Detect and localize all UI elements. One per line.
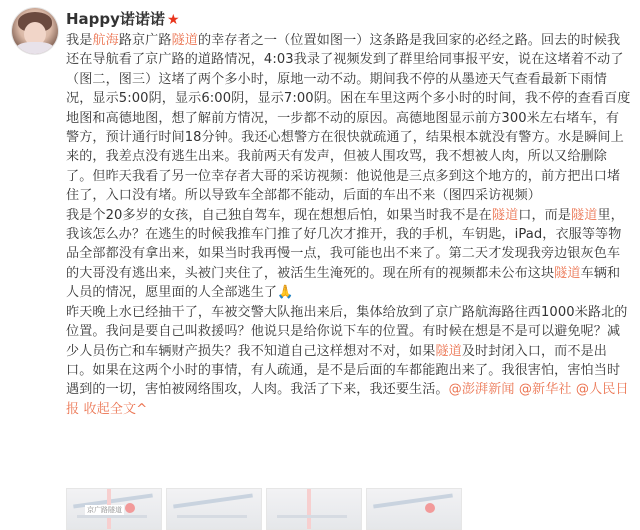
keyword-link[interactable]: 收起全文 [83,401,137,417]
thumbnail-image[interactable] [366,488,462,530]
author-avatar[interactable] [12,8,58,54]
post-text: 口，而是 [518,207,572,223]
thumbnail-image[interactable] [266,488,362,530]
thumbnail-image[interactable] [166,488,262,530]
post-text: 昨天晚上水已经抽干了，车被交警大队拖出来后，集体给放到了京广路航海路往西1000米路北的位置。我问是要自己叫救援吗？他说只是给你说下车的位置。有时候在想是不是可以避免呢？减少人员伤亡和车辆财产损失？我不知道自己这样想对不对，如果 [66,304,628,359]
post-text: 我是 [66,33,93,48]
keyword-link[interactable]: 航海 [92,33,119,48]
keyword-link[interactable]: ^ [136,401,148,417]
author-name-row [66,8,180,29]
keyword-link[interactable]: @澎湃新闻 @新华社 @人民日报 [66,382,629,417]
keyword-link[interactable]: 隧道 [571,207,598,223]
post-body [66,31,632,419]
keyword-link[interactable]: 隧道 [554,265,581,281]
post-text: 的幸存者之一（位置如图一）这条路是我回家的必经之路。回去的时候我还在导航看了京广路的道路情况，4:03我录了视频发到了群里给同事报平安，说在这堵着不动了（图二，图三）这堵了两个多小时，原地一动不动。期间我不停的从墨迹天气查看最新下雨情况，显示5:00阴，显示6:00阴，显示7:00阴。困在车里这两个多小时的时间，我不停的查看百度地图和高德地图，想了解前方情况，一步都不动的原因。高德地图显示前方300米左右堵车，有警方，预计通行时间18分钟。我还心想警方在很快就疏通了，结果根本就没有警方。水是瞬间上来的，我差点没有逃生出来。我前两天有发声，但被人围攻骂，我不想被人肉，所以又给删除了。但昨天我看了另一位幸存者大哥的采访视频：他说他是三点多到这个地方的，前方把出口堵住了，入口没有堵。所以导致车全部都不能动，后面的车出不来（图四采访视频） [66,33,631,204]
post-text: 路京广路 [118,33,172,48]
keyword-link[interactable]: 隧道 [435,343,462,359]
thumbnail-image[interactable] [66,488,162,530]
avatar-shirt [16,42,54,54]
keyword-link[interactable]: 隧道 [171,33,198,48]
post-text: 里，我该怎么办？在逃生的时候我推车门推了好几次才推开，我的手机，车钥匙，iPad，衣服等等物品全部都没有拿出来，如果当时我再慢一点，我可能也出不来了。第二天才发现我旁边银灰色车的大哥没有逃出来，头被门夹住了，被活生生淹死的。现在所有的视频都未公布这块 [66,207,624,281]
author-name[interactable]: Happy诺诺诺 [66,10,165,28]
post-text: 我是个20多岁的女孩，自己独自驾车，现在想想后怕，如果当时我不是在 [66,207,492,223]
star-icon: ★ [166,12,180,28]
post-text: 车辆和人员的情况，愿里面的人全部逃生了🙏 [66,265,621,301]
post-text: 及时封闭入口，而不是出口。如果在这两个小时的事情，有人疏通，是不是后面的车都能跑出来了。我很害怕，害怕当时遇到的一切，害怕被网络围攻，人肉。我活了下来，我还要生活。 [66,343,621,398]
thumbnail-label: 京广路隧道 [87,506,122,514]
keyword-link[interactable]: 隧道 [491,207,519,223]
